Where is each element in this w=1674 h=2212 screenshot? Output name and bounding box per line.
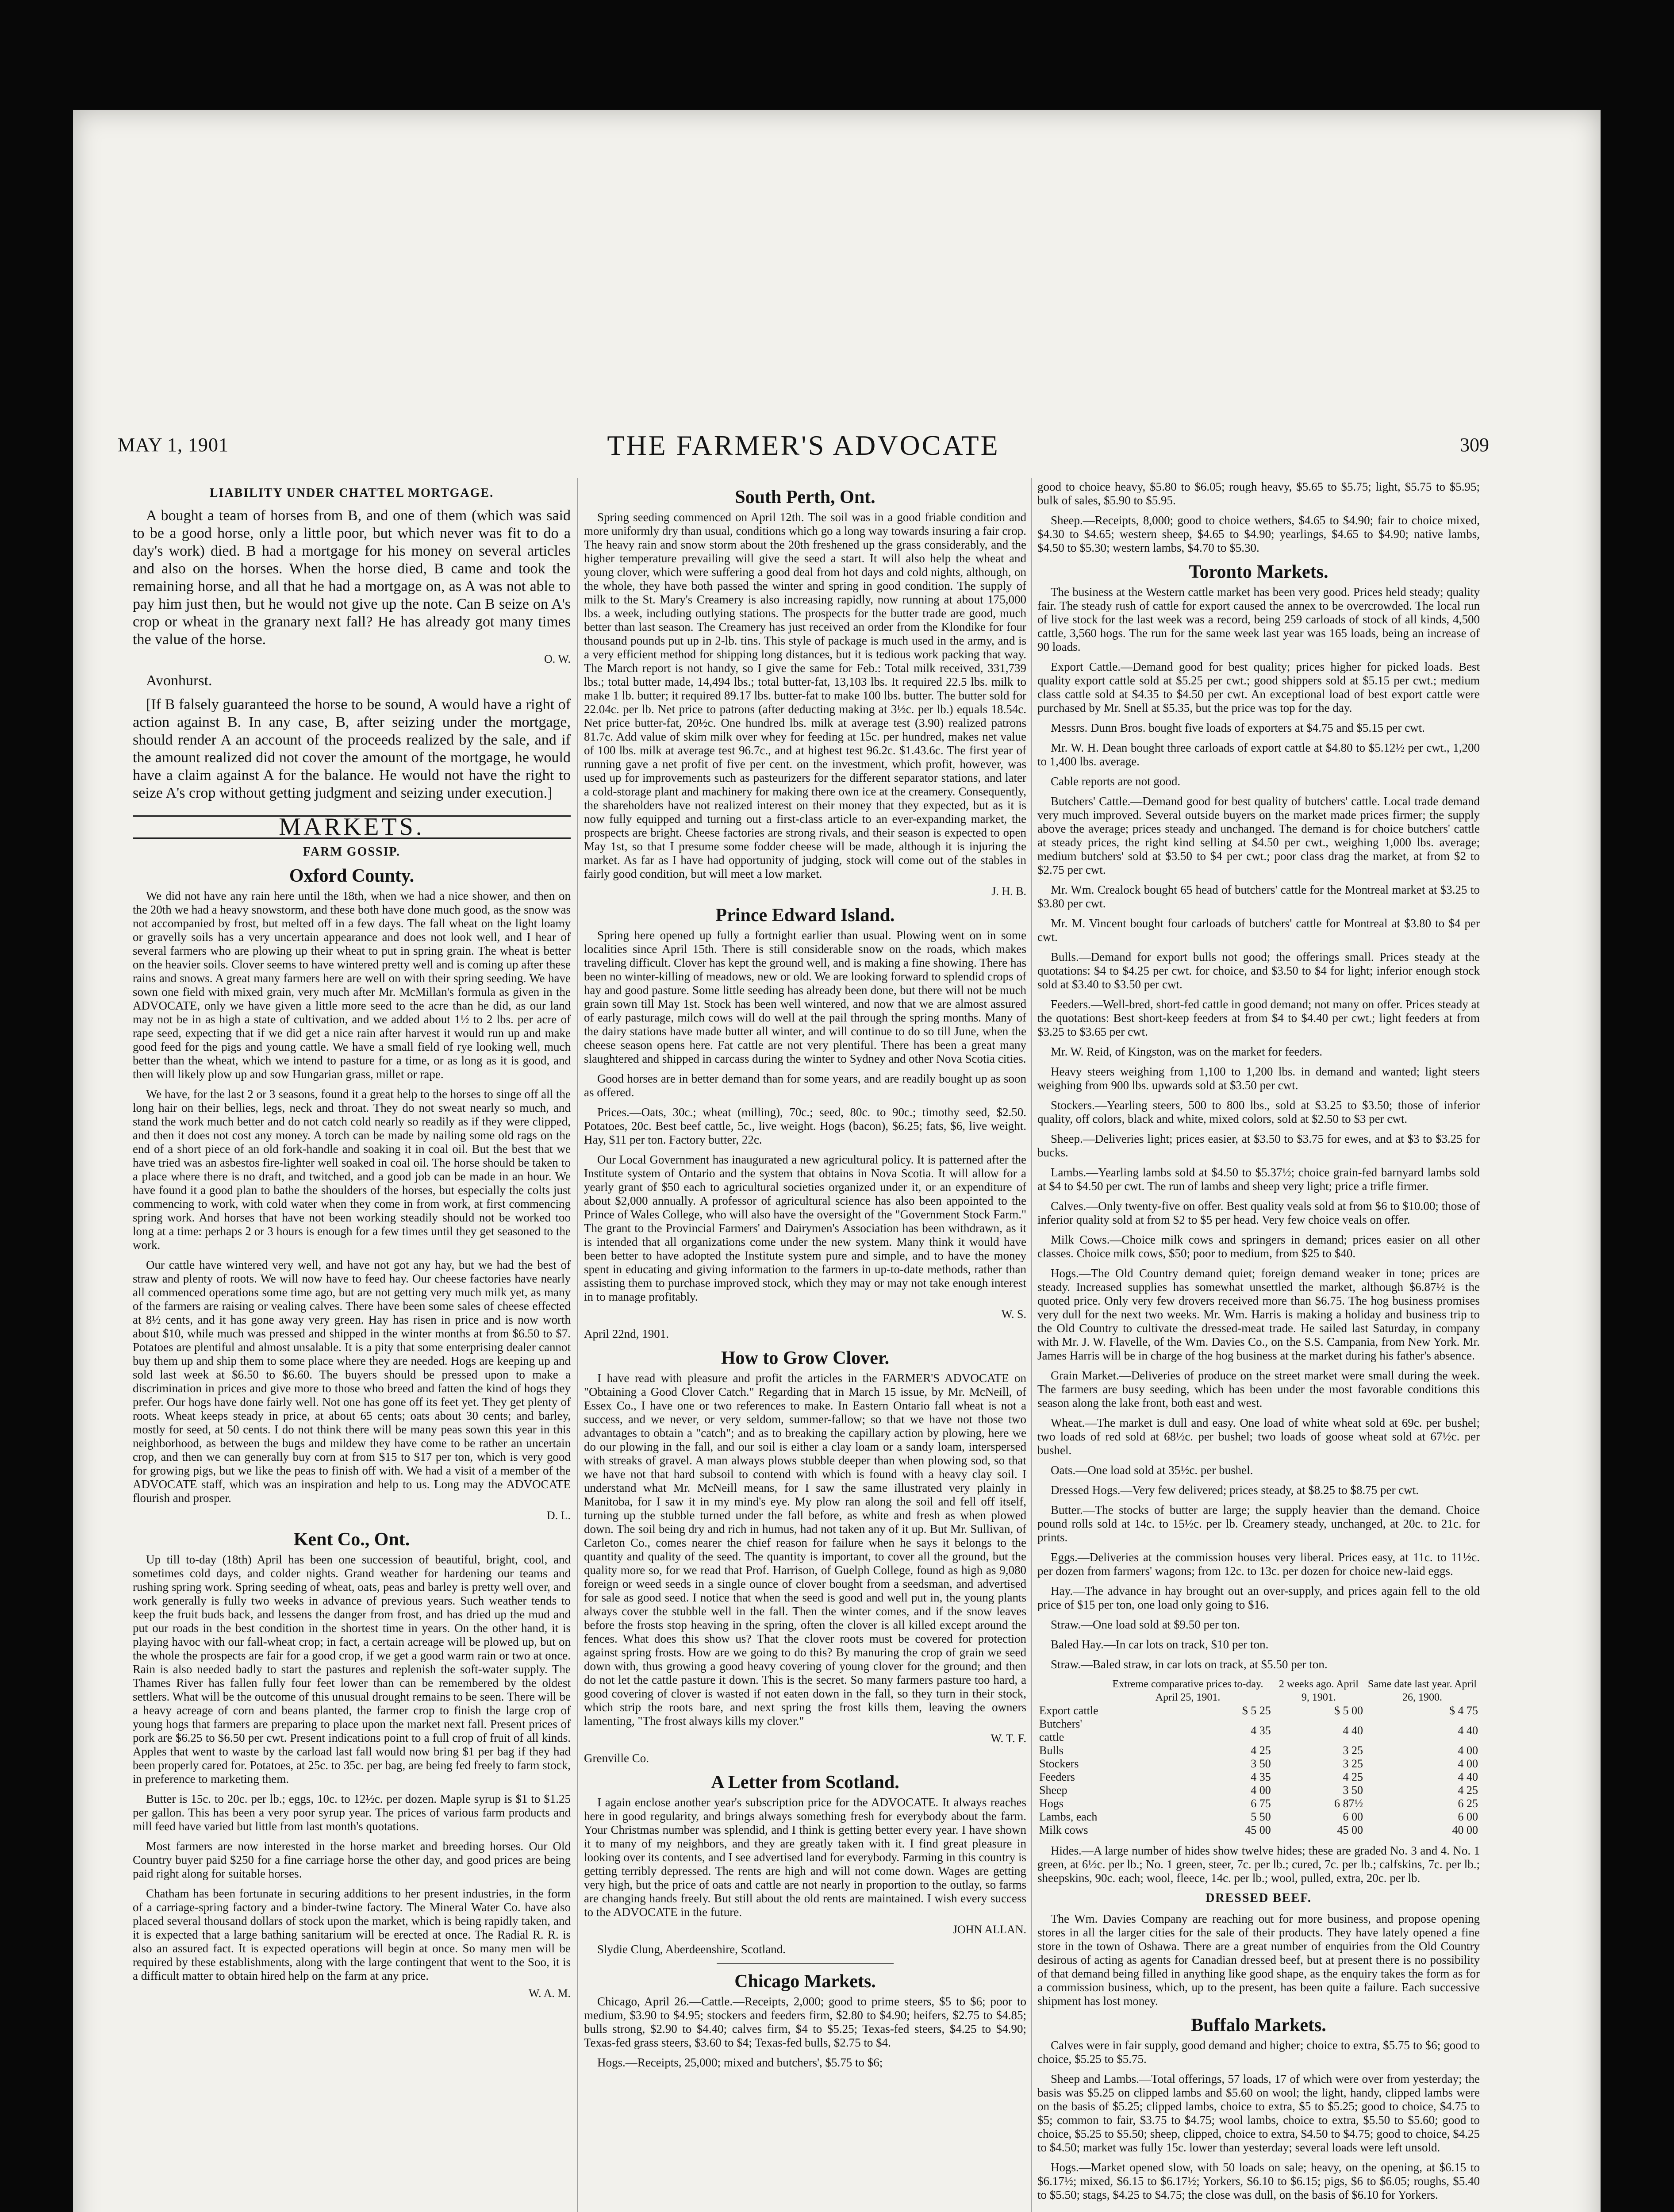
- column-3: [1037, 480, 1480, 2208]
- table-cell: 4 40: [1458, 1770, 1478, 1783]
- kent-para: Up till to-day (18th) April has been one succession of beautiful, bright, cool, and sometimes cold days, and colder nights. Grand weather for hardening our teams and rushing spring work. Spring seeding of wheat, oats, peas and barley is pretty well over, and work generally is fully two weeks in advance of previous years. Such weather tends to keep the fruit buds back, and lessens the danger from frost, and has dried up the mud and put our roads in the best condition in the shortest time in years. On the other hand, it is playing havoc with our fall-wheat crop; in fact, a certain acreage will be plowed up, but on the whole the prospects are fair for a good crop, if we get a good warm rain or two at once. Rain is also needed badly to start the pastures and replenish the soft-water supply. The Thames River has fallen fully four feet lower than can be remembered by the oldest settlers. What will be the outcome of this unusual drought remains to be seen. There will be a heavy acreage of corn and beans planted, the farmer crop to finish the large crop of young hogs that farmers are preparing to place upon the market next fall. Present prices of pork are $6.25 to $6.50 per cwt. Present indications point to a full crop of fruit of all kinds. Apples that went to waste by the carload last fall would now bring $1 per bag if they had been properly cared for. Potatoes, at 25c. to 35c. per bag, are being fed freely to farm stock, in preference to marketing them.: [133, 1553, 571, 1786]
- table-cell: 4 00: [1458, 1757, 1478, 1770]
- liability-heading: LIABILITY UNDER CHATTEL MORTGAGE.: [209, 486, 494, 500]
- pei-para: Our Local Government has inaugurated a new agricultural policy. It is patterned after the Institute system of Ontario and the system that obtains in Nova Scotia. It will allow for a yearly grant of $50 each to agricultural societies organized under it, or an expenditure of about $2,000 annually. A professor of agricultural science has also been appointed to the Prince of Wales College, who will also have the oversight of the "Government Stock Farm." The grant to the Provincial Farmers' and Dairymen's Association has been withdrawn, as it is intended that all organizations come under the new system. Many think it would have been better to have adopted the Institute system pure and simple, and to have the money spent in educating and giving information to the farmers in up-to-date methods, rather than assisting them to purchase improved stock, which they may or may not take enough interest in to manage profitably.: [584, 1153, 1026, 1303]
- table-cell: 4 35: [1251, 1724, 1271, 1737]
- table-row: [1037, 1797, 1480, 1810]
- table-row: [1037, 1744, 1480, 1757]
- markets-heading: MARKETS.: [133, 815, 571, 839]
- table-cell: $ 5 00: [1334, 1704, 1363, 1717]
- table-cell: 4 25: [1343, 1770, 1363, 1783]
- dressed-beef-para: The Wm. Davies Company are reaching out for more business, and propose opening stores in all the larger cities for the sale of their products. They have lately opened a fine store in the town of Oshawa. There are a great number of enquiries from the Old Country desirous of acting as agents for Canadian dressed beef, but at present there is no possibility of that demand being filled in anything like good shape, as the enquiry takes the form as for a commission business, which, up to the present, has been quite a failure. Each successive shipment has lost money.: [1037, 1912, 1480, 2008]
- pei-heading: Prince Edward Island.: [715, 905, 895, 926]
- column-1: [133, 480, 571, 2006]
- liability-answer: [If B falsely guaranteed the horse to be sound, A would have a right of action against B. In any case, B, after seizing under the mortgage, should render A an account of the proceeds realized by the sale, and if the amount realized did not cover the amount of the mortgage, he would have a claim against A for the balance. He would not have the right to seize A's crop without getting judgment and seizing under execution.]: [133, 696, 571, 801]
- toronto-para: Calves.—Only twenty-five on offer. Best quality veals sold at from $6 to $10.00; those of inferior quality sold at from $2 to $5 per head. Very few choice veals on offer.: [1037, 1199, 1480, 1226]
- toronto-body: [1037, 585, 1480, 1671]
- table-cell: 6 87½: [1334, 1797, 1363, 1810]
- table-row: [1037, 1810, 1480, 1824]
- buffalo-para: Hogs.—Market opened slow, with 50 loads on sale; heavy, on the opening, at $6.15 to $6.17½; mixed, $6.15 to $6.17½; Yorkers, $6.10 to $6.15; pigs, $6 to $6.05; roughs, $5.40 to $5.50; stags, $4.25 to $4.75; the close was dull, on the basis of $6.10 for Yorkers.: [1037, 2161, 1480, 2201]
- table-row: [1037, 1824, 1480, 1837]
- table-cell: 4 00: [1458, 1744, 1478, 1757]
- table-cell: $ 4 75: [1449, 1704, 1478, 1717]
- scotland-place: Slydie Clung, Aberdeenshire, Scotland.: [597, 1943, 786, 1956]
- table-cell: 3 50: [1343, 1784, 1363, 1797]
- oxford-para: We have, for the last 2 or 3 seasons, found it a great help to the horses to singe off all the long hair on their bellies, legs, neck and throat. They do not sweat nearly so much, and stand the work much better and do not catch cold nearly so readily as if they were clipped, and then it does not cost any money. A torch can be made by nailing some old rags on the end of a short piece of an old fork-handle and soaking it in coal oil. But the best that we have tried was an asbestos fire-lighter well soaked in coal oil. The horse should be taken to a place where there is no draft, and twitched, and a good job can be made in an hour. We have found it a good plan to bathe the shoulders of the horses, but especially the colts just commencing to work, with cold water when they come in from work, at first commencing spring work. And horses that have not been working steadily should not be worked too long at a time: perhaps 2 or 3 hours is enough for a few times until they get seasoned to the work.: [133, 1087, 571, 1252]
- scotland-para: I again enclose another year's subscription price for the ADVOCATE. It always reaches here in good regularity, and brings always something fresh for everybody about the farm. Your Christmas number was splendid, and I think is getting better every year. I have shown it to many of my neighbors, and they are greatly taken with it. I find great pleasure in looking over its contents, and I see advertised land for everybody. Farming in this country is getting terribly depressed. The rents are high and will not come down. Wages are getting very high, but the price of oats and cattle are not nearly in proportion to the outlay, so farms are changing hands freely. But still about the old rents are maintained. I wish every success to the ADVOCATE in the future.: [584, 1796, 1026, 1919]
- page-header: [118, 430, 1489, 469]
- table-cell: 6 00: [1343, 1810, 1363, 1823]
- pei-para: Spring here opened up fully a fortnight earlier than usual. Plowing went on in some localities since April 15th. There is still considerable snow on the roads, which makes traveling difficult. Clover has kept the ground well, and is making a fine showing. There has been no winter-killing of meadows, new or old. We are looking forward to splendid crops of hay and good pasture. Some little seeding has already been done, but there will not be much grain sown till May 1st. Stock has been well wintered, and now that we are almost assured of early pasturage, milch cows will do well at the pail through the spring months. Many of the dairy stations have made butter all winter, and will continue to do so till June, when the cheese season opens here. Fat cattle are not very plentiful. There has been a great many slaughtered and shipped in carcass during the winter to Sydney and other Nova Scotia cities.: [584, 929, 1026, 1065]
- chicago-continued: good to choice heavy, $5.80 to $6.05; rough heavy, $5.65 to $5.75; light, $5.75 to $5.95; bulk of sales, $5.90 to $5.95.: [1037, 480, 1480, 507]
- clover-para: I have read with pleasure and profit the articles in the FARMER'S ADVOCATE on "Obtaining a Good Clover Catch." Regarding that in March 15 issue, by Mr. McNeill, of Essex Co., I have one or two references to make. In Eastern Ontario fall wheat is not a success, and we never, or very seldom, summer-fallow; so that we have not those two advantages to obtain a "catch"; and as to breaking the capillary action by plowing, here we do our plowing in the fall, and our soil is either a clay loam or a sandy loam, interspersed with streaks of gravel. A man always plows stubble deeper than when plowing sod, so that we have not that hard subsoil to contend with which is found with a heavy clay soil. I understand what Mr. McNeill means, for I saw the same illustrated very plainly in Manitoba, for I saw it in my mind's eye. My plow ran along the soil and fell off itself, turning up the stubble turned under the fall before, as white and fresh as when plowed down. The soil being dry and rich in humus, had not taken any of it up. But Mr. Sullivan, of Carleton Co., comes nearer the chief reason for failure when he says it belongs to the quantity and quality of the seed. The quantity is important, to cover all the ground, but the quality more so, for we read that Prof. Harrison, of Guelph College, found as high as 9,080 foreign or weed seeds in a single ounce of clover bought from a seedsman, and advertised for sale as good seed. I notice that when the seed is good and well put in, the young plants always cover the stubble well in the fall. Then the winter comes, and if the snow leaves before the frosts stop heaving in the spring, often the clover is all killed except around the fences. What does this show us? That the clover roots must be covered for protection against spring frosts. How are we going to do this? By manuring the crop of grain we seed down with, thus growing a good heavy covering of young clover for the ground; and then do not let the cattle pasture it down. This is the secret. So many farmers pasture too hard, a good covering of clover is wasted if not eaten down in the fall, so they turn in their stock, which strip the roots bare, and next spring the frost kills them, leaving the owners lamenting, "The frost always kills my clover.": [584, 1371, 1026, 1728]
- table-row: [1037, 1770, 1480, 1784]
- table-cell: 45 00: [1245, 1824, 1271, 1836]
- table-header-cell: 2 weeks ago. April 9, 1901.: [1279, 1678, 1359, 1703]
- page-number: 309: [1460, 434, 1489, 456]
- toronto-para: Wheat.—The market is dull and easy. One load of white wheat sold at 69c. per bushel; two loads of red sold at 68½c. per bushel; two loads of goose wheat sold at 67½c. per bushel.: [1037, 1416, 1480, 1457]
- toronto-para: Messrs. Dunn Bros. bought five loads of exporters at $4.75 and $5.15 per cwt.: [1051, 721, 1425, 734]
- table-body: [1037, 1704, 1480, 1837]
- table-row-label: Butchers' cattle: [1039, 1717, 1083, 1743]
- toronto-para: Feeders.—Well-bred, short-fed cattle in good demand; not many on offer. Prices steady at the quotations: Best short-keep feeders at from $4 to $4.40 per cwt.; light feeders at from $3.25 to $3.65 per cwt.: [1037, 998, 1480, 1038]
- table-header-cell: [1037, 1678, 1103, 1704]
- toronto-para: Butchers' Cattle.—Demand good for best quality of butchers' cattle. Local trade demand very much improved. Several outside buyers on the market made prices firmer; the supply above the average; prices steady and unchanged. The demand is for choice butchers' cattle at steady prices, the right kind selling at $4.50 per cwt., weighing 1,000 lbs. average; medium butchers' sold at $3.50 to $4 per cwt.; poor class drag the market, at from $2 to $2.75 per cwt.: [1037, 795, 1480, 876]
- perth-para: Spring seeding commenced on April 12th. The soil was in a good friable condition and more uniformly dry than usual, conditions which go a long way towards insuring a fair crop. The heavy rain and snow storm about the 20th freshened up the grass considerably, and the higher temperature prevailing will give the seed a start. It will also help the wheat and young clover, which were suffering a good deal from hot days and cold nights, although, on the whole, they have both passed the winter and spring in good condition. The supply of milk to the St. Mary's Creamery is also increasing rapidly, now running at about 175,000 lbs. a week, including outlying stations. The prospects for the butter trade are good, much better than last season. The Creamery has just received an order from the Klondike for four thousand pounds put up in 2-lb. tins. This style of package is much used in the army, and is a very efficient method for shipping long distances, but it is tedious work packing that way. The March report is not handy, so I give the same for Feb.: Total milk received, 331,739 lbs.; total butter made, 14,494 lbs.; total butter-fat, 13,103 lbs. It required 22.5 lbs. milk to make 1 lb. butter; it required 89.17 lbs. butter-fat to make 100 lbs. butter. The butter sold for 22.04c. per lb. Net price to patrons (after deducting making at 3½c. per lb.) equals 18.54c. Net price butter-fat, 20½c. One hundred lbs. milk at average test (3.90) realized patrons 81.7c. Add value of skim milk over whey for feeding at 15c. per hundred, makes net value of 100 lbs. milk at average test 96.7c., and at highest test 96.2c. $1.43.6c. The first year of running gave a net profit of five per cent. on the investment, which profit, however, was used up for improvements such as pasteurizers for the different separator stations, and later a cold-storage plant and machinery for making there own ice at the creamery. Consequently, the shareholders have not realized interest on their money that they expected, but as it is now fully equipped and turning out a first-class article to an ever-expanding market, the prospects are bright. Cheese factories are strong rivals, and their season is expected to open May 1st, so that I presume some fodder cheese will be made, although it is injuring the market. As far as I have had opportunity of judging, stock will come out of the stables in fairly good condition, but will meet a low market.: [584, 511, 1026, 880]
- pei-signature: W. S.: [1001, 1308, 1026, 1321]
- table-row: [1037, 1757, 1480, 1770]
- toronto-para: Oats.—One load sold at 35½c. per bushel.: [1051, 1463, 1253, 1477]
- table-cell: 4 40: [1343, 1724, 1363, 1737]
- table-cell: 3 25: [1343, 1744, 1363, 1757]
- clover-place: Grenville Co.: [584, 1751, 649, 1765]
- toronto-para: Dressed Hogs.—Very few delivered; prices steady, at $8.25 to $8.75 per cwt.: [1051, 1483, 1419, 1497]
- table-cell: 3 50: [1251, 1757, 1271, 1770]
- table-header-cell: Extreme comparative prices to-day. April 25, 1901.: [1112, 1678, 1263, 1703]
- chicago-heading: Chicago Markets.: [734, 1971, 876, 1992]
- liability-question: A bought a team of horses from B, and one of them (which was said to be a good horse, only a little poor, but which never was fit to do a day's work) died. B had a mortgage for his money on several articles and also on the horses. When the horse died, B came and took the remaining horse, and all that he had a mortgage on, as A was not able to pay him just then, but he would not give up the note. Can B seize on A's crop or wheat in the granary next fall? He has already got many times the value of the horse.: [133, 507, 571, 648]
- toronto-heading: Toronto Markets.: [1189, 562, 1328, 582]
- toronto-para: Stockers.—Yearling steers, 500 to 800 lbs., sold at $3.25 to $3.50; those of inferior quality, off colors, black and white, mixed colors, sold at $2.50 to $3 per cwt.: [1037, 1098, 1480, 1125]
- buffalo-heading: Buffalo Markets.: [1191, 2015, 1326, 2035]
- oxford-para: We did not have any rain here until the 18th, when we had a nice shower, and then on the 20th we had a heavy snowstorm, and these both have done much good, as the snow was not accompanied by frost, but melted off in a few days. The fall wheat on the light loamy or gravelly soils has a very uncertain appearance and does not look well, and I hear of several farmers who are plowing up their wheat to put in spring grain. The wheat is better on the heavier soils. Clover seems to have wintered pretty well and is coming up after these rains and snows. A great many farmers here are well on with their spring seeding. We have sown one field with mixed grain, very much after Mr. McMillan's formula as given in the ADVOCATE, only we have given a little more seed to the acre than he did, as our land may not be in as high a state of cultivation, and we added about 1½ to 2 lbs. per acre of rape seed, expecting that if we did get a nice rain after harvest it would run up and make good feed for the pigs and young cattle. We have a small field of rye looking well, much better than the wheat, which we intend to pasture for a time, or as long as it is good, and then will likely plow up and sow Hungarian grass, millet or rape.: [133, 889, 571, 1081]
- oxford-para: Our cattle have wintered very well, and have not got any hay, but we had the best of straw and plenty of roots. We will now have to feed hay. Our cheese factories have nearly all commenced operations some time ago, but are not getting very much milk yet, as many of the farmers are raising or vealing calves. There have been some sales of cheese effected at 8½ cents, and it has gone away very green. Hay has risen in price and is now worth about $10, while much was pressed and shipped in the winter months at from $6.50 to $7. Potatoes are plentiful and almost unsalable. It is a pity that some enterprising dealer cannot buy them up and ship them to some place where they are needed. Hogs are keeping up and sold last week at $6.50 to $6.60. The buyers should be pressed upon to make a discrimination in prices and give more to those who breed and fatten the kind of hogs they prefer. Our hogs have done fairly well. Not one has gone off its feet yet. They get plenty of roots. Wheat keeps steady in price, at about 65 cents; oats about 30 cents; and barley, mostly for seed, at 50 cents. I do not think there will be many peas sown this year in this neighborhood, as between the bugs and mildew they have come to be rather an uncertain crop, and then we can generally buy corn at from $15 to $17 per ton, which is very good for growing pigs, but we like the peas to finish off with. We had a visit of a member of the ADVOCATE staff, which was an inspiration and help to us. Long may the ADVOCATE flourish and prosper.: [133, 1258, 571, 1505]
- kent-para: Butter is 15c. to 20c. per lb.; eggs, 10c. to 12½c. per dozen. Maple syrup is $1 to $1.25 per gallon. This has been a very poor syrup year. The prices of various farm products and mill feed have varied but little from last month's quotations.: [133, 1792, 571, 1833]
- table-row-label: Export cattle: [1039, 1704, 1098, 1717]
- table-cell: 4 00: [1251, 1784, 1271, 1797]
- toronto-para: The business at the Western cattle market has been very good. Prices held steady; quality fair. The steady rush of cattle for export caused the annex to be overcrowded. The local run of live stock for the last week was a record, being 259 carloads of stock of all kinds, 4,500 cattle, 3,560 hogs. The run for the same week last year was 165 loads, being an increase of 90 loads.: [1037, 585, 1480, 653]
- table-cell: 45 00: [1337, 1824, 1363, 1836]
- column-rule-2: [1031, 478, 1032, 2212]
- table-cell: 4 25: [1251, 1744, 1271, 1757]
- scotland-signature: JOHN ALLAN.: [952, 1923, 1026, 1936]
- hides-para: Hides.—A large number of hides show twelve hides; these are graded No. 3 and 4. No. 1 green, at 6½c. per lb.; No. 1 green, steer, 7c. per lb.; cured, 7c. per lb.; calfskins, 7c. per lb.; sheepskins, 90c. each; wool, fleece, 14c. per lb.; wool, pulled, extra, 20c. per lb.: [1037, 1844, 1480, 1885]
- toronto-para: Sheep.—Deliveries light; prices easier, at $3.50 to $3.75 for ewes, and at $3 to $3.25 for bucks.: [1037, 1132, 1480, 1159]
- toronto-para: Export Cattle.—Demand good for best quality; prices higher for picked loads. Best quality export cattle sold at $5.25 per cwt.; good shippers sold at $5.15 per cwt.; medium class cattle sold at $4.35 to $4.50 per cwt. An exceptional load of best export cattle were purchased by Mr. Snell at $5.35, but the price was top for the day.: [1037, 660, 1480, 714]
- chicago-sheep: Sheep.—Receipts, 8,000; good to choice wethers, $4.65 to $4.90; fair to choice mixed, $4.30 to $4.65; western sheep, $4.65 to $4.90; yearlings, $4.65 to $4.90; native lambs, $4.50 to $5.30; western lambs, $4.70 to $5.30.: [1037, 514, 1480, 554]
- table-row-label: Sheep: [1039, 1784, 1067, 1797]
- pei-date: April 22nd, 1901.: [584, 1327, 669, 1340]
- kent-para: Most farmers are now interested in the horse market and breeding horses. Our Old Country buyer paid $250 for a fine carriage horse the other day, and good prices are being paid right along for suitable horses.: [133, 1839, 571, 1880]
- table-row: [1037, 1704, 1480, 1717]
- table-row-label: Feeders: [1039, 1770, 1075, 1783]
- table-cell: 6 00: [1458, 1810, 1478, 1823]
- table-cell: 40 00: [1452, 1824, 1478, 1836]
- section-divider: [717, 1963, 894, 1964]
- toronto-para: Baled Hay.—In car lots on track, $10 per ton.: [1051, 1638, 1269, 1651]
- chicago-para: Chicago, April 26.—Cattle.—Receipts, 2,000; good to prime steers, $5 to $6; poor to medium, $3.90 to $4.95; stockers and feeders firm, $2.80 to $4.90; heifers, $2.75 to $4.85; bulls strong, $2.90 to $4.40; calves firm, $4 to $5.25; Texas-fed steers, $4.25 to $4.90; Texas-fed grass steers, $3.60 to $4; Texas-fed bulls, $2.75 to $4.: [584, 1995, 1026, 2049]
- table-row-label: Bulls: [1039, 1744, 1064, 1757]
- column-rule-1: [577, 478, 578, 2212]
- toronto-para: Bulls.—Demand for export bulls not good; the offerings small. Prices steady at the quotations: $4 to $4.25 per cwt. for choice, and $3.50 to $4 for light; inferior enough stock sold at $3.40 to $3.50 per cwt.: [1037, 950, 1480, 991]
- perth-signature: J. H. B.: [991, 885, 1026, 898]
- toronto-para: Straw.—One load sold at $9.50 per ton.: [1051, 1618, 1240, 1631]
- column-2: [584, 480, 1026, 2076]
- toronto-para: Mr. Wm. Crealock bought 65 head of butchers' cattle for the Montreal market at $3.25 to $3.80 per cwt.: [1037, 883, 1480, 910]
- toronto-para: Mr. M. Vincent bought four carloads of butchers' cattle for Montreal at $3.80 to $4 per cwt.: [1037, 917, 1480, 944]
- table-cell: 6 25: [1458, 1797, 1478, 1810]
- table-header-row: [1037, 1678, 1480, 1704]
- buffalo-para: Calves were in fair supply, good demand and higher; choice to extra, $5.75 to $6; good to choice, $5.25 to $5.75.: [1037, 2039, 1480, 2066]
- buffalo-para: Sheep and Lambs.—Total offerings, 57 loads, 17 of which were over from yesterday; the basis was $5.25 on clipped lambs and $5.60 on wool; the light, handy, clipped lambs were on the basis of $5.25; clipped lambs, choice to extra, $5 to $5.25; good to choice, $4.75 to $5; common to fair, $3.75 to $4.75; wool lambs, choice to extra, $5.50 to $5.60; good to choice, $5.25 to $5.50; sheep, clipped, choice to extra, $4.50 to $4.75; good to choice, $4.25 to $4.50; market was fully 15c. lower than yesterday; several loads were left unsold.: [1037, 2072, 1480, 2154]
- clover-heading: How to Grow Clover.: [721, 1348, 890, 1368]
- chicago-para: Hogs.—Receipts, 25,000; mixed and butchers', $5.75 to $6;: [597, 2056, 883, 2069]
- table-header-cell: Same date last year. April 26, 1900.: [1368, 1678, 1477, 1703]
- toronto-para: Eggs.—Deliveries at the commission houses very liberal. Prices easy, at 11c. to 11½c. per dozen from farmers' wagons; from 12c. to 13c. per dozen for choice new-laid eggs.: [1037, 1551, 1480, 1578]
- table-row-label: Milk cows: [1039, 1824, 1088, 1836]
- farm-gossip-heading: FARM GOSSIP.: [303, 845, 401, 859]
- clover-signature: W. T. F.: [991, 1732, 1026, 1745]
- oxford-signature: D. L.: [546, 1509, 571, 1522]
- oxford-heading: Oxford County.: [289, 866, 415, 886]
- table-cell: 6 75: [1251, 1797, 1271, 1810]
- masthead-title: THE FARMER'S ADVOCATE: [607, 430, 1000, 461]
- scotland-heading: A Letter from Scotland.: [711, 1772, 899, 1793]
- toronto-para: Hogs.—The Old Country demand quiet; foreign demand weaker in tone; prices are steady. Increased supplies has somewhat unsettled the market, although $6.87½ is the quoted price. Only very few drovers received more than $6.75. The hog business promises very dull for the next two weeks. Mr. Wm. Harris is making a holiday and business trip to the Old Country to cultivate the dressed-meat trade. He sailed last Saturday, in company with Mr. J. W. Flavelle, of the Wm. Davies Co., on the S.S. Campania, from New York. Mr. James Harris will be in charge of the hog business at the market during his father's absence.: [1037, 1267, 1480, 1362]
- table-cell: 4 35: [1251, 1770, 1271, 1783]
- table-row-label: Hogs: [1039, 1797, 1064, 1810]
- price-comparison-table: [1037, 1678, 1480, 1837]
- kent-signature: W. A. M.: [528, 1987, 571, 2000]
- table-cell: 4 25: [1458, 1784, 1478, 1797]
- toronto-para: Butter.—The stocks of butter are large; the supply heavier than the demand. Choice pound rolls sold at 14c. to 15½c. per lb. Creamery steady, unchanged, at 20c. to 21c. for prints.: [1037, 1503, 1480, 1544]
- table-row: [1037, 1717, 1480, 1744]
- toronto-para: Milk Cows.—Choice milk cows and springers in demand; prices easier on all other classes. Choice milk cows, $50; poor to medium, from $25 to $40.: [1037, 1233, 1480, 1260]
- toronto-para: Lambs.—Yearling lambs sold at $4.50 to $5.37½; choice grain-fed barnyard lambs sold at $4 to $4.50 per cwt. The run of lambs and sheep very light; price a trifle firmer.: [1037, 1166, 1480, 1193]
- kent-heading: Kent Co., Ont.: [293, 1529, 410, 1550]
- toronto-para: Straw.—Baled straw, in car lots on track, at $5.50 per ton.: [1051, 1658, 1328, 1671]
- table-cell: $ 5 25: [1242, 1704, 1271, 1717]
- toronto-para: Grain Market.—Deliveries of produce on the street market were small during the week. The farmers are busy seeding, which has been under the most favorable conditions this season along the lake front, both east and west.: [1037, 1369, 1480, 1409]
- table-row-label: Stockers: [1039, 1757, 1079, 1770]
- liability-place: Avonhurst.: [146, 672, 212, 689]
- perth-heading: South Perth, Ont.: [735, 487, 875, 507]
- table-cell: 4 40: [1458, 1724, 1478, 1737]
- toronto-para: Heavy steers weighing from 1,100 to 1,200 lbs. in demand and wanted; light steers weighing from 900 lbs. upwards sold at $3.50 per cwt.: [1037, 1065, 1480, 1092]
- liability-signature: O. W.: [544, 653, 571, 665]
- dressed-beef-heading: DRESSED BEEF.: [1206, 1891, 1312, 1905]
- pei-para: Good horses are in better demand than for some years, and are readily bought up as soon as offered.: [584, 1072, 1026, 1099]
- issue-date: MAY 1, 1901: [118, 434, 229, 456]
- table-row: [1037, 1784, 1480, 1797]
- toronto-para: Hay.—The advance in hay brought out an over-supply, and prices again fell to the old price of $15 per ton, one load only going to $16.: [1037, 1584, 1480, 1611]
- table-cell: 5 50: [1251, 1810, 1271, 1823]
- table-row-label: Lambs, each: [1039, 1810, 1098, 1823]
- toronto-para: Mr. W. H. Dean bought three carloads of export cattle at $4.80 to $5.12½ per cwt., 1,200 to 1,400 lbs. average.: [1037, 741, 1480, 768]
- pei-para: Prices.—Oats, 30c.; wheat (milling), 70c.; seed, 80c. to 90c.; timothy seed, $2.50. Potatoes, 20c. Best beef cattle, 5c., live weight. Hogs (bacon), $6.25; fats, $6, live weight. Hay, $11 per ton. Factory butter, 22c.: [584, 1106, 1026, 1146]
- table-cell: 3 25: [1343, 1757, 1363, 1770]
- kent-para: Chatham has been fortunate in securing additions to her present industries, in the form of a carriage-spring factory and a binder-twine factory. The Mineral Water Co. have also placed several thousand dollars of stock upon the market, which is being rapidly taken, and it is expected that a large bathing sanitarium will be erected at once. The Radial R. R. is also an assured fact. It is expected operations will begin at once. So many men will be required by these establishments, along with the large contingent that went to the Soo, it is a difficult matter to obtain hired help on the farm at any price.: [133, 1887, 571, 1982]
- toronto-para: Mr. W. Reid, of Kingston, was on the market for feeders.: [1051, 1045, 1323, 1058]
- toronto-para: Cable reports are not good.: [1051, 775, 1181, 788]
